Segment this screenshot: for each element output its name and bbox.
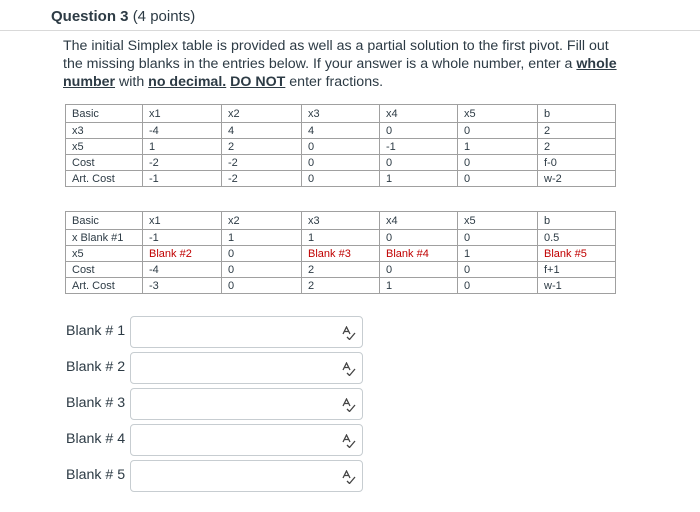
table-cell: 1 <box>458 246 538 262</box>
blank-5-input[interactable] <box>130 460 363 492</box>
prompt-emphasis-do-not: DO NOT <box>230 74 286 90</box>
table-cell: -4 <box>143 262 222 278</box>
table-cell: -4 <box>143 123 222 139</box>
header-cell: x1 <box>143 105 222 123</box>
table-cell: 1 <box>380 171 458 187</box>
answer-row-3 <box>64 388 384 420</box>
table-cell: 1 <box>222 230 302 246</box>
table-cell: 0 <box>222 246 302 262</box>
blank-4-input[interactable] <box>130 424 363 456</box>
header-cell: x5 <box>458 212 538 230</box>
answer-label-3: Blank # 3 <box>66 395 126 411</box>
table-cell: 2 <box>222 139 302 155</box>
table-cell: Art. Cost <box>66 171 143 187</box>
blank-4-cell: Blank #4 <box>380 246 458 262</box>
table-row <box>66 155 616 171</box>
prompt-emphasis-no-decimal: no decimal. <box>148 74 227 90</box>
table-cell: 2 <box>302 278 380 294</box>
answer-label-2: Blank # 2 <box>66 359 126 375</box>
table-row <box>66 230 616 246</box>
table-cell: 0 <box>302 139 380 155</box>
table-cell: x Blank #1 <box>66 230 143 246</box>
table-cell: 0 <box>458 278 538 294</box>
blank-2-cell: Blank #2 <box>143 246 222 262</box>
table-row <box>66 171 616 187</box>
table-cell: 0 <box>458 123 538 139</box>
table-cell: x5 <box>66 246 143 262</box>
table-cell: 0 <box>222 278 302 294</box>
spellcheck-icon[interactable] <box>342 326 356 340</box>
initial-simplex-table <box>65 104 616 187</box>
table-cell: 1 <box>380 278 458 294</box>
table-cell: 0 <box>380 262 458 278</box>
table-cell: 0 <box>458 155 538 171</box>
table-cell: 0 <box>380 155 458 171</box>
table-cell: 1 <box>143 139 222 155</box>
first-pivot-table <box>65 211 616 294</box>
header-cell: x2 <box>222 212 302 230</box>
answer-label-4: Blank # 4 <box>66 431 126 447</box>
answer-row-5 <box>64 460 384 492</box>
header-cell: x3 <box>302 212 380 230</box>
table-cell: -2 <box>222 171 302 187</box>
prompt-text-1: The initial Simplex table is provided as well as a partial solution to the first pivot. Fill out the missing blanks in the entries below. If your answer is a whole number, enter a <box>63 38 609 72</box>
table-cell: 4 <box>302 123 380 139</box>
table-cell: w-1 <box>538 278 616 294</box>
header-cell: x4 <box>380 212 458 230</box>
header-cell: Basic <box>66 212 143 230</box>
table-cell: Cost <box>66 155 143 171</box>
blank-3-input[interactable] <box>130 388 363 420</box>
prompt-text-2: with <box>115 74 149 90</box>
table-cell: 1 <box>458 139 538 155</box>
header-cell: x5 <box>458 105 538 123</box>
spellcheck-icon[interactable] <box>342 470 356 484</box>
table-cell: 0 <box>458 171 538 187</box>
table-header-row <box>66 212 616 230</box>
table-cell: x5 <box>66 139 143 155</box>
header-cell: Basic <box>66 105 143 123</box>
header-cell: x4 <box>380 105 458 123</box>
table-cell: -1 <box>143 171 222 187</box>
table-cell: 0 <box>222 262 302 278</box>
answer-row-2 <box>64 352 384 384</box>
table-cell: 0 <box>458 262 538 278</box>
table-cell: -1 <box>380 139 458 155</box>
table-row <box>66 139 616 155</box>
header-cell: x1 <box>143 212 222 230</box>
blank-2-input[interactable] <box>130 352 363 384</box>
table-cell: -1 <box>143 230 222 246</box>
table-row <box>66 278 616 294</box>
table-cell: 0.5 <box>538 230 616 246</box>
table-cell: -2 <box>143 155 222 171</box>
question-title <box>51 8 195 25</box>
table-header-row <box>66 105 616 123</box>
table-cell: x3 <box>66 123 143 139</box>
table-cell: 4 <box>222 123 302 139</box>
blank-5-cell: Blank #5 <box>538 246 616 262</box>
table-cell: 0 <box>302 155 380 171</box>
table-cell: 0 <box>380 123 458 139</box>
table-cell: 2 <box>302 262 380 278</box>
table-row <box>66 262 616 278</box>
table-cell: 2 <box>538 139 616 155</box>
spellcheck-icon[interactable] <box>342 398 356 412</box>
spellcheck-icon[interactable] <box>342 362 356 376</box>
table-cell: f+1 <box>538 262 616 278</box>
answer-row-1 <box>64 316 384 348</box>
table-cell: -3 <box>143 278 222 294</box>
table-cell: 0 <box>302 171 380 187</box>
table-cell: Art. Cost <box>66 278 143 294</box>
table-cell: -2 <box>222 155 302 171</box>
header-cell: b <box>538 212 616 230</box>
prompt-emphasis-whole-number: whole number <box>63 56 617 90</box>
table-cell: Cost <box>66 262 143 278</box>
question-header <box>0 0 700 31</box>
blank-3-cell: Blank #3 <box>302 246 380 262</box>
table-cell: 1 <box>302 230 380 246</box>
header-cell: b <box>538 105 616 123</box>
blank-1-input[interactable] <box>130 316 363 348</box>
question-points: (4 points) <box>132 8 196 25</box>
table-cell: f-0 <box>538 155 616 171</box>
answer-row-4 <box>64 424 384 456</box>
table-cell: 0 <box>458 230 538 246</box>
question-prompt <box>63 37 623 91</box>
header-cell: x3 <box>302 105 380 123</box>
table-row <box>66 123 616 139</box>
table-cell: 2 <box>538 123 616 139</box>
table-row <box>66 246 616 262</box>
answer-label-5: Blank # 5 <box>66 467 126 483</box>
question-label: Question 3 <box>51 8 129 25</box>
header-cell: x2 <box>222 105 302 123</box>
table-cell: 0 <box>380 230 458 246</box>
answer-label-1: Blank # 1 <box>66 323 126 339</box>
table-cell: w-2 <box>538 171 616 187</box>
spellcheck-icon[interactable] <box>342 434 356 448</box>
prompt-text-4: enter fractions. <box>285 74 384 90</box>
